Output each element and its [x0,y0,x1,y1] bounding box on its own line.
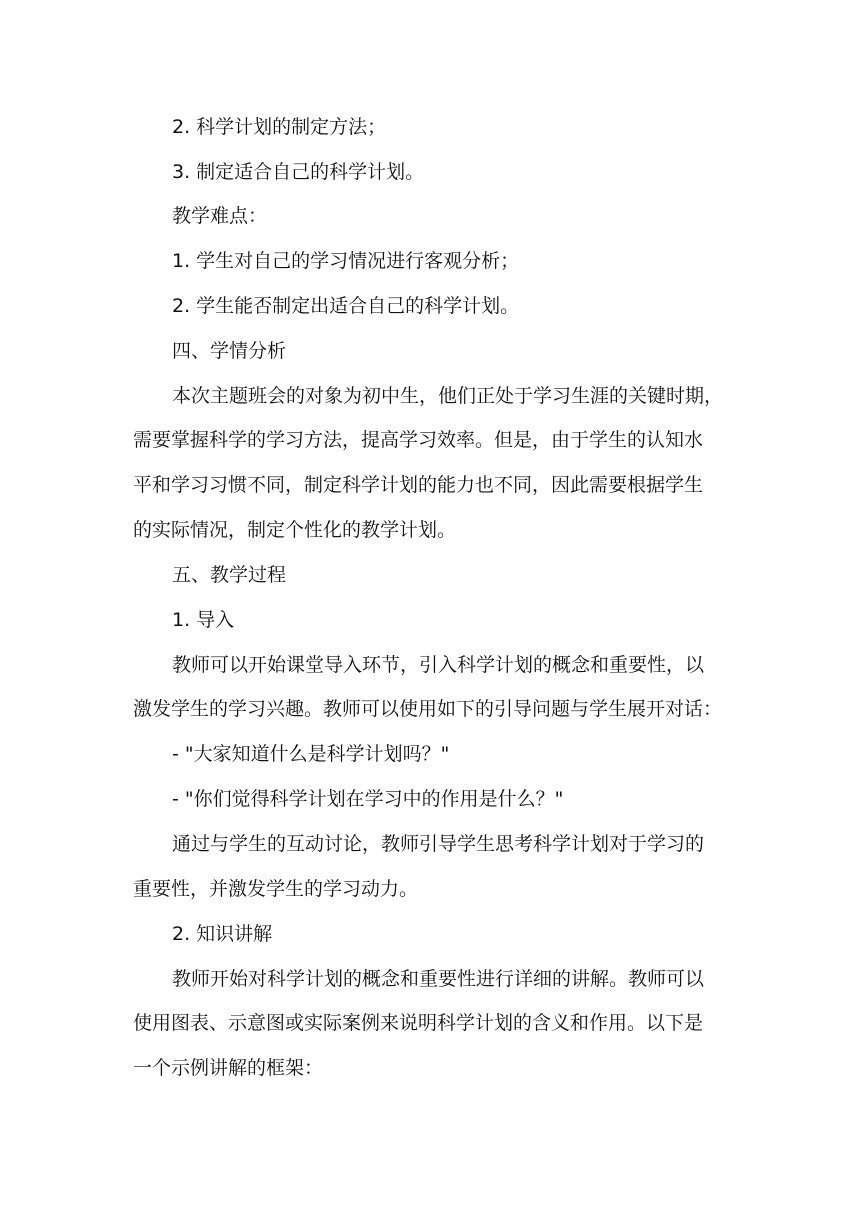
section-heading: 四、学情分析 [172,340,287,362]
paragraph-text: 的实际情况，制定个性化的教学计划。 [133,519,457,541]
paragraph-text: 本次主题班会的对象为初中生，他们正处于学习生涯的关键时期， [172,385,724,407]
list-item-text: 1. 学生对自己的学习情况进行客观分析； [172,250,520,272]
paragraph-text: 教师可以开始课堂导入环节，引入科学计划的概念和重要性，以 [172,654,705,676]
paragraph-text: 一个示例讲解的框架： [133,1057,324,1079]
list-item-text: 3. 制定适合自己的科学计划。 [172,161,425,183]
text-line [0,287,860,325]
list-item-text: 2. 学生能否制定出适合自己的科学计划。 [172,295,520,317]
section-heading: 五、教学过程 [172,564,287,586]
text-line [0,466,860,504]
text-line [0,511,860,549]
text-line [0,377,860,415]
quote-text: - "你们觉得科学计划在学习中的作用是什么？" [172,788,564,810]
paragraph-text: 平和学习习惯不同，制定科学计划的能力也不同，因此需要根据学生 [133,474,704,496]
text-line [0,242,860,280]
text-line [0,332,860,370]
text-line [0,690,860,728]
paragraph-text: 教师开始对科学计划的概念和重要性进行详细的讲解。教师可以 [172,968,705,990]
text-line [0,197,860,235]
text-line [0,735,860,773]
list-item-text: 2. 知识讲解 [172,923,273,945]
quote-text: - "大家知道什么是科学计划吗？" [172,743,450,765]
paragraph-text: 使用图表、示意图或实际案例来说明科学计划的含义和作用。以下是 [133,1012,704,1034]
text-line [0,780,860,818]
text-line [0,601,860,639]
text-line [0,1004,860,1042]
paragraph-text: 通过与学生的互动讨论，教师引导学生思考科学计划对于学习的 [172,833,705,855]
list-item-text: 2. 科学计划的制定方法； [172,116,387,138]
text-line [0,1049,860,1087]
text-line [0,153,860,191]
list-item-text: 1. 导入 [172,609,235,631]
text-line [0,421,860,459]
paragraph-text: 激发学生的学习兴趣。教师可以使用如下的引导问题与学生展开对话： [133,698,723,720]
text-line [0,646,860,684]
text-line [0,556,860,594]
paragraph-text: 需要掌握科学的学习方法，提高学习效率。但是，由于学生的认知水 [133,429,704,451]
text-line [0,915,860,953]
text-line [0,960,860,998]
text-line [0,825,860,863]
text-line [0,108,860,146]
text-line [0,870,860,908]
subheading-text: 教学难点： [172,205,268,227]
paragraph-text: 重要性，并激发学生的学习动力。 [133,878,419,900]
